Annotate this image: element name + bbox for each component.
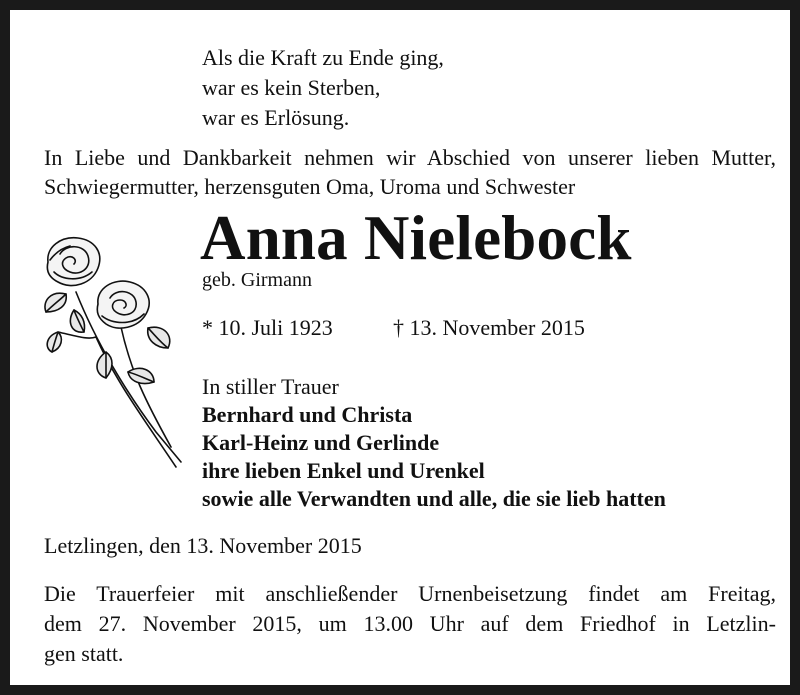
funeral-line: Die Trauerfeier mit anschließender Urnenbeisetzung findet am Freitag, — [44, 581, 776, 606]
mourners-block — [202, 373, 666, 513]
deceased-name: Anna Nielebock — [200, 203, 632, 273]
poem-line: war es kein Sterben, — [202, 75, 381, 100]
funeral-line: gen statt. — [44, 641, 124, 666]
poem — [202, 43, 444, 133]
mourner-line: sowie alle Verwandten und alle, die sie lieb hatten — [202, 486, 666, 511]
birth-date: * 10. Juli 1923 — [202, 315, 333, 340]
place-date: Letzlingen, den 13. November 2015 — [44, 533, 362, 558]
mourner-line: Bernhard und Christa — [202, 402, 413, 427]
funeral-line: dem 27. November 2015, um 13.00 Uhr auf dem Friedhof in Letzlin- — [44, 611, 776, 636]
mourning-intro: In stiller Trauer — [202, 374, 339, 399]
poem-line: Als die Kraft zu Ende ging, — [202, 45, 444, 70]
death-date: † 13. November 2015 — [393, 315, 585, 340]
poem-line: war es Erlösung. — [202, 105, 350, 130]
mourner-line: Karl-Heinz und Gerlinde — [202, 430, 440, 455]
funeral-notice — [44, 579, 776, 669]
maiden-name: geb. Girmann — [202, 269, 312, 291]
intro-text: In Liebe und Dankbarkeit nehmen wir Abschied von unserer lieben Mutter, Schwiegermutter, herzensguten Oma, Uroma und Schwester — [44, 145, 776, 199]
mourner-line: ihre lieben Enkel und Urenkel — [202, 458, 485, 483]
roses-icon — [36, 232, 186, 482]
